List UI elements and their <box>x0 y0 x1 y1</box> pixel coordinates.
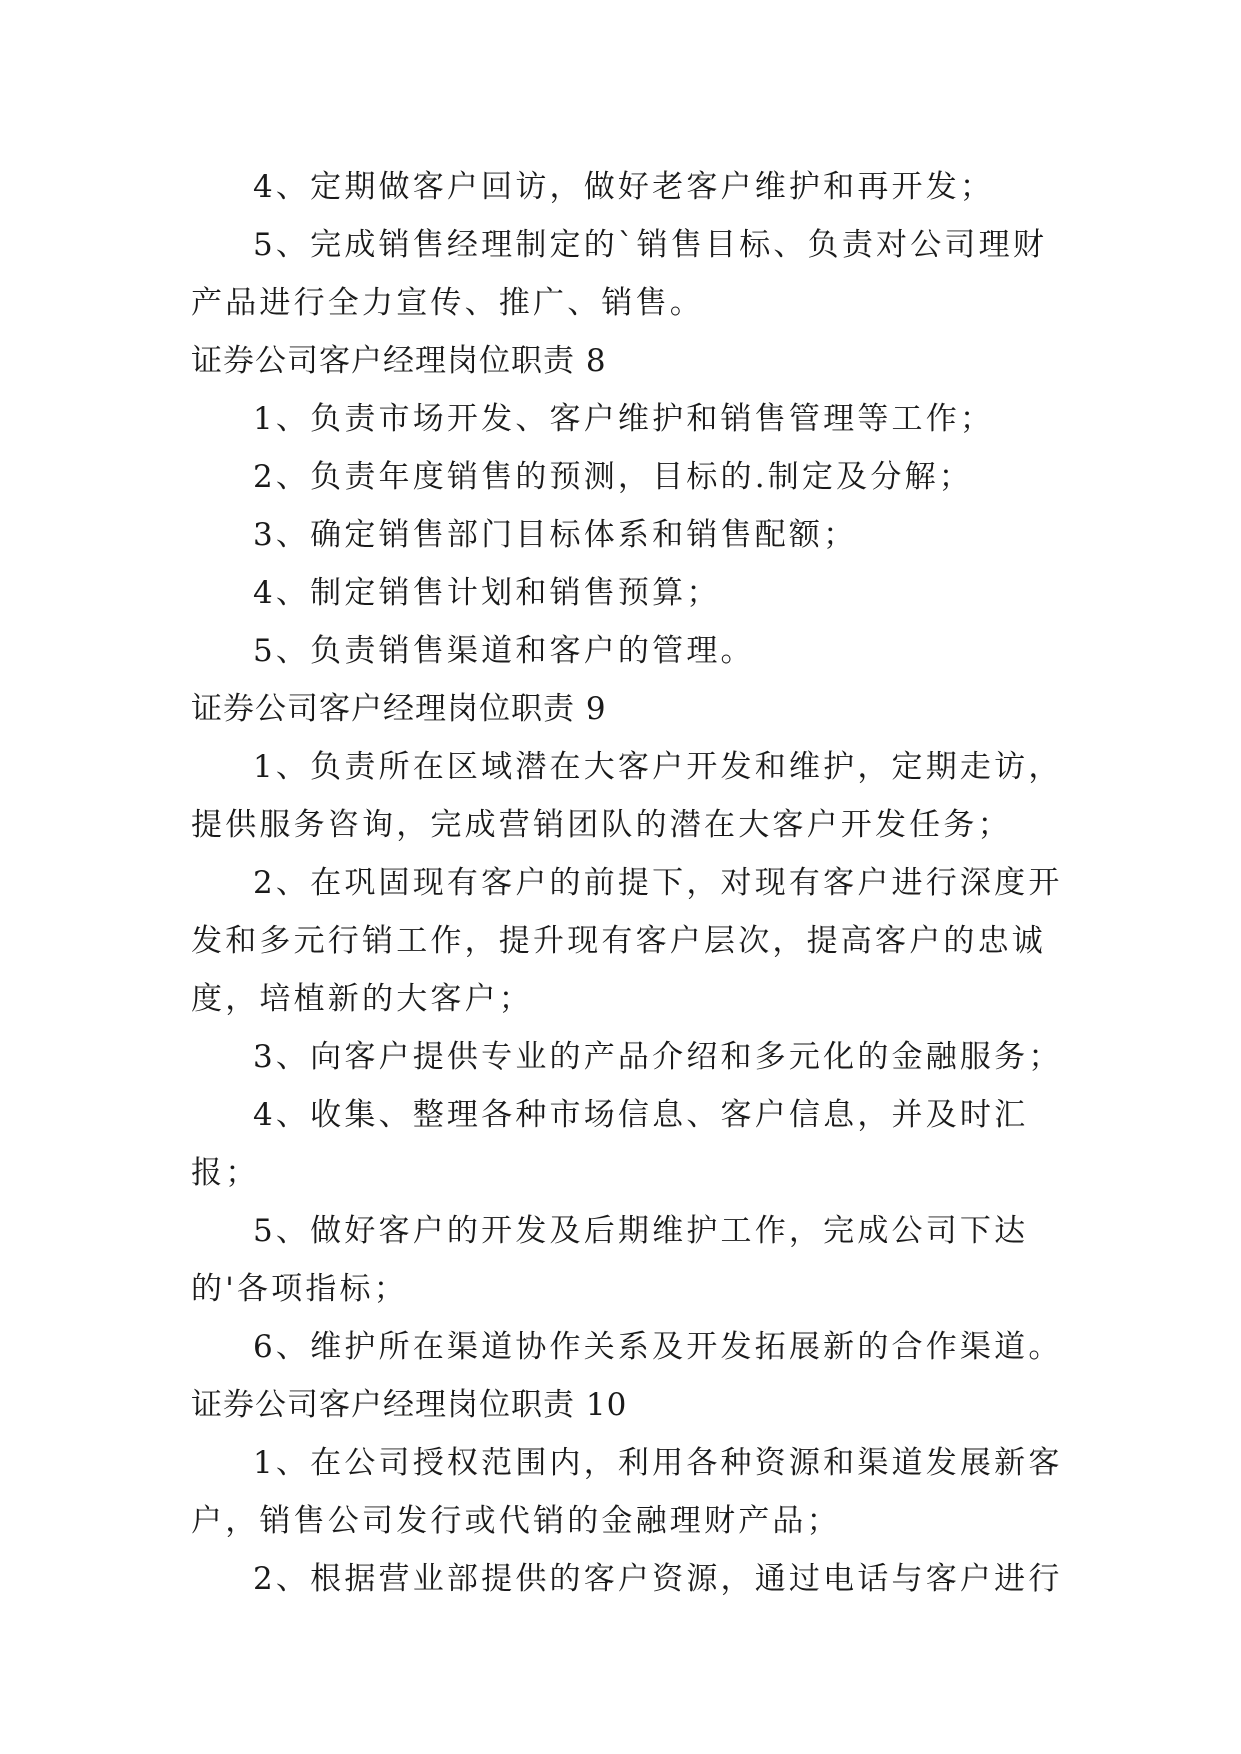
section8-item-2: 2、负责年度销售的预测，目标的.制定及分解； <box>253 459 973 495</box>
section9-item-6: 6、维护所在渠道协作关系及开发拓展新的合作渠道。 <box>253 1329 1063 1365</box>
section9-item-5: 5、做好客户的开发及后期维护工作，完成公司下达的'各项指标； <box>191 1213 1029 1307</box>
document-body <box>191 158 1071 1608</box>
section9-item-4: 4、收集、整理各种市场信息、客户信息，并及时汇报； <box>191 1097 1029 1191</box>
section7-item-5: 5、完成销售经理制定的`销售目标、负责对公司理财产品进行全力宣传、推广、销售。 <box>191 227 1048 321</box>
section8-item-3: 3、确定销售部门目标体系和销售配额； <box>253 517 858 553</box>
section9-item-2: 2、在巩固现有客户的前提下，对现有客户进行深度开发和多元行销工作，提升现有客户层次，提高客户的忠诚度，培植新的大客户； <box>191 865 1063 1017</box>
section9-heading: 证券公司客户经理岗位职责 9 <box>191 691 607 727</box>
section9-item-1: 1、负责所在区域潜在大客户开发和维护，定期走访，提供服务咨询，完成营销团队的潜在大客户开发任务； <box>191 749 1063 843</box>
section10-item-1: 1、在公司授权范围内，利用各种资源和渠道发展新客户，销售公司发行或代销的金融理财产品； <box>191 1445 1063 1539</box>
section10-heading: 证券公司客户经理岗位职责 10 <box>191 1387 628 1423</box>
section7-item-4: 4、定期做客户回访，做好老客户维护和再开发； <box>253 169 995 205</box>
section10-item-2: 2、根据营业部提供的客户资源，通过电话与客户进行 <box>253 1561 1063 1597</box>
section8-item-4: 4、制定销售计划和销售预算； <box>253 575 721 611</box>
section8-heading: 证券公司客户经理岗位职责 8 <box>191 343 607 379</box>
section8-item-5: 5、负责销售渠道和客户的管理。 <box>253 633 755 669</box>
section8-item-1: 1、负责市场开发、客户维护和销售管理等工作； <box>253 401 995 437</box>
section9-item-3: 3、向客户提供专业的产品介绍和多元化的金融服务； <box>253 1039 1063 1075</box>
